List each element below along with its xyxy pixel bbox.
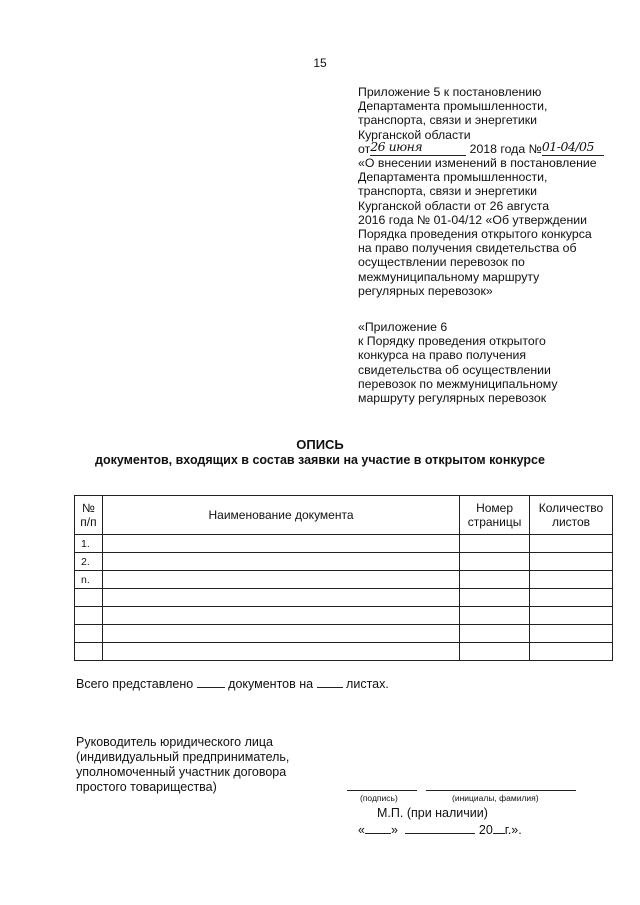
row-count[interactable] — [530, 607, 613, 625]
appendix-body-9: межмуниципальному маршруту — [358, 269, 540, 284]
document-subtitle: документов, входящих в состав заявки на участие в открытом конкурсе — [95, 453, 545, 467]
table-row — [75, 589, 613, 607]
page-number: 15 — [313, 56, 327, 70]
appendix6-line-4: свидетельства об осуществлении — [358, 362, 551, 377]
row-page[interactable] — [460, 625, 530, 643]
document-title: ОПИСЬ — [296, 437, 344, 452]
name-line[interactable] — [426, 790, 576, 791]
appendix6-line-3: конкурса на право получения — [358, 348, 527, 363]
year-suffix: г.». — [504, 823, 522, 837]
year-prefix: 20 — [478, 823, 493, 837]
row-page[interactable] — [460, 553, 530, 571]
appendix-body-4: Курганской области от 26 августа — [358, 198, 550, 213]
row-doc-name[interactable] — [102, 535, 459, 553]
date-blank — [370, 138, 466, 156]
row-page[interactable] — [460, 571, 530, 589]
row-number — [75, 643, 103, 661]
day-blank[interactable] — [365, 822, 391, 834]
date-open-quote: « — [358, 823, 365, 837]
signature-line[interactable] — [347, 790, 417, 791]
handwritten-date: 26 июня — [370, 138, 423, 154]
row-count[interactable] — [530, 571, 613, 589]
signature-date — [358, 822, 522, 837]
row-doc-name[interactable] — [102, 589, 459, 607]
appendix-6-header — [358, 320, 628, 405]
date-close-quote: » — [390, 823, 398, 837]
total-part-2: документов на — [228, 677, 314, 691]
head-line-3: уполномоченный участник договора — [76, 765, 287, 779]
row-doc-name[interactable] — [102, 607, 459, 625]
appendix-line-4: Курганской области — [358, 127, 471, 142]
head-line-4: простого товарищества) — [76, 780, 217, 794]
row-number: 2. — [75, 553, 103, 571]
appendix-body-8: осуществлении перевозок по — [358, 255, 525, 270]
date-mid: 2018 года № — [469, 141, 542, 156]
number-blank — [541, 138, 604, 156]
appendix-date-line — [358, 138, 628, 156]
appendix6-line-6: маршруту регулярных перевозок — [358, 391, 547, 406]
col-page-header: Номер страницы — [460, 496, 530, 535]
head-of-entity — [76, 735, 289, 795]
stamp-place: М.П. (при наличии) — [377, 806, 488, 820]
name-caption: (инициалы, фамилия) — [452, 793, 539, 803]
col-count-header: Количество листов — [530, 496, 613, 535]
appendix-line-3: транспорта, связи и энергетики — [358, 113, 538, 128]
row-number — [75, 589, 103, 607]
row-number: n. — [75, 571, 103, 589]
appendix-body-1: «О внесении изменений в постановление — [358, 156, 597, 171]
appendix-body-5: 2016 года № 01-04/12 «Об утверждении — [358, 212, 588, 227]
appendix6-line-5: перевозок по межмуниципальному — [358, 376, 558, 391]
handwritten-number: 01-04/05 — [541, 138, 594, 154]
row-page[interactable] — [460, 607, 530, 625]
row-count[interactable] — [530, 625, 613, 643]
signature-caption: (подпись) — [360, 793, 398, 803]
table-header-row — [75, 496, 613, 535]
table-row — [75, 625, 613, 643]
date-prefix: от — [358, 141, 371, 156]
table-row — [75, 571, 613, 589]
inventory-table — [74, 495, 613, 661]
col-num-header: № п/п — [75, 496, 103, 535]
row-doc-name[interactable] — [102, 571, 459, 589]
row-doc-name[interactable] — [102, 553, 459, 571]
row-count[interactable] — [530, 535, 613, 553]
appendix-body-7: на право получения свидетельства об — [358, 241, 577, 256]
col-name-header: Наименование документа — [102, 496, 459, 535]
row-number — [75, 607, 103, 625]
appendix6-line-2: к Порядку проведения открытого — [358, 334, 546, 349]
appendix-body-2: Департамента промышленности, — [358, 170, 548, 185]
appendix6-line-1: «Приложение 6 — [358, 320, 448, 334]
documents-count-blank[interactable] — [197, 676, 225, 688]
table-row — [75, 535, 613, 553]
appendix-body-3: транспорта, связи и энергетики — [358, 184, 538, 199]
total-part-1: Всего представлено — [76, 677, 194, 691]
appendix-body-10: регулярных перевозок» — [358, 283, 493, 298]
total-line — [76, 676, 389, 691]
row-count[interactable] — [530, 553, 613, 571]
appendix-body-6: Порядка проведения открытого конкурса — [358, 227, 592, 242]
appendix-header — [358, 85, 628, 298]
row-doc-name[interactable] — [102, 625, 459, 643]
row-count[interactable] — [530, 589, 613, 607]
row-doc-name[interactable] — [102, 643, 459, 661]
appendix-line-1: Приложение 5 к постановлению — [358, 85, 542, 99]
table-row — [75, 553, 613, 571]
sheets-count-blank[interactable] — [317, 676, 343, 688]
appendix-line-2: Департамента промышленности, — [358, 99, 548, 114]
head-line-2: (индивидуальный предприниматель, — [76, 750, 290, 764]
row-number — [75, 625, 103, 643]
total-part-3: листах. — [346, 677, 389, 691]
row-page[interactable] — [460, 589, 530, 607]
head-line-1: Руководитель юридического лица — [76, 735, 273, 749]
table-row — [75, 607, 613, 625]
row-page[interactable] — [460, 535, 530, 553]
month-blank[interactable] — [405, 822, 475, 834]
year-blank[interactable] — [493, 822, 505, 834]
table-row — [75, 643, 613, 661]
row-count[interactable] — [530, 643, 613, 661]
row-page[interactable] — [460, 643, 530, 661]
row-number: 1. — [75, 535, 103, 553]
